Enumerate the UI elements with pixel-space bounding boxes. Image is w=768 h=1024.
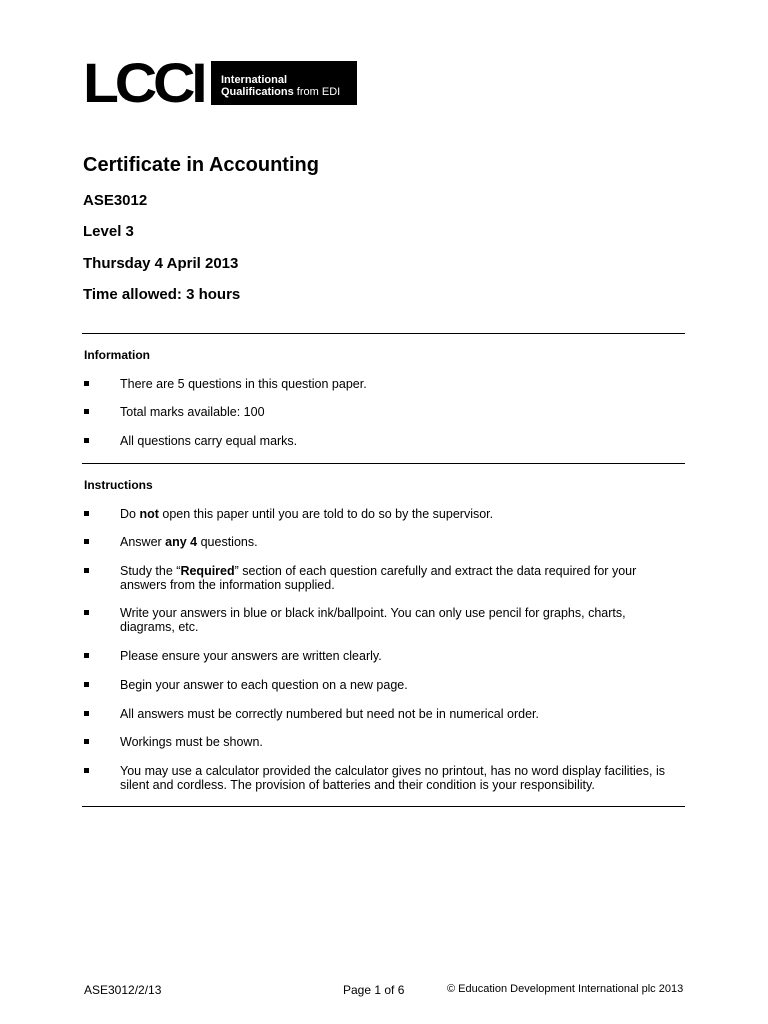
footer-copyright: © Education Development International plc 2013 bbox=[447, 983, 684, 995]
bullet-icon bbox=[84, 682, 89, 687]
list-item-text: Total marks available: 100 bbox=[120, 405, 265, 419]
list-item-text: All answers must be correctly numbered but need not be in numerical order. bbox=[120, 707, 539, 721]
logo-line-2-rest: from EDI bbox=[293, 86, 341, 98]
logo-line-2 bbox=[221, 86, 357, 98]
instructions-heading: Instructions bbox=[84, 478, 153, 492]
divider bbox=[82, 463, 685, 464]
list-item-text: Begin your answer to each question on a new page. bbox=[120, 678, 408, 692]
logo-line-2-bold: Qualifications bbox=[221, 86, 294, 98]
bullet-icon bbox=[84, 711, 89, 716]
list-item-text: All questions carry equal marks. bbox=[120, 434, 298, 448]
exam-level: Level 3 bbox=[83, 223, 134, 240]
list-item-text: Do not open this paper until you are told to do so by the supervisor. bbox=[120, 507, 494, 521]
lcci-logo bbox=[83, 51, 357, 114]
exam-date: Thursday 4 April 2013 bbox=[83, 255, 239, 272]
exam-code: ASE3012 bbox=[83, 192, 148, 209]
list-item-text: Answer any 4 questions. bbox=[120, 535, 258, 549]
list-item-text: Write your answers in blue or black ink/ballpoint. You can only use pencil for graphs, charts, diagrams, etc. bbox=[120, 606, 626, 634]
logo-line-1: International bbox=[221, 74, 288, 86]
list-item-text: Please ensure your answers are written clearly. bbox=[120, 649, 382, 663]
bullet-icon bbox=[84, 568, 89, 573]
information-heading: Information bbox=[84, 348, 150, 362]
bullet-icon bbox=[84, 409, 89, 414]
list-item-text: There are 5 questions in this question paper. bbox=[120, 377, 367, 391]
bullet-icon bbox=[84, 768, 89, 773]
bullet-icon bbox=[84, 739, 89, 744]
logo-mark: LCCI bbox=[83, 51, 204, 114]
bullet-icon bbox=[84, 539, 89, 544]
logo-tagline-box bbox=[211, 61, 357, 105]
time-allowed: Time allowed: 3 hours bbox=[83, 286, 241, 303]
bullet-icon bbox=[84, 381, 89, 386]
bullet-icon bbox=[84, 610, 89, 615]
page-title: Certificate in Accounting bbox=[83, 154, 319, 176]
footer-page-number: Page 1 of 6 bbox=[343, 983, 405, 997]
divider bbox=[82, 806, 685, 807]
bullet-icon bbox=[84, 653, 89, 658]
list-item-text: You may use a calculator provided the calculator gives no printout, has no word display facilities, is silent and cordless. The provision of batteries and their condition is your responsibility. bbox=[120, 764, 665, 792]
footer-code: ASE3012/2/13 bbox=[84, 983, 162, 997]
list-item-text: Workings must be shown. bbox=[120, 735, 263, 749]
bullet-icon bbox=[84, 511, 89, 516]
divider bbox=[82, 333, 685, 334]
bullet-icon bbox=[84, 438, 89, 443]
list-item-text: Study the “Required” section of each question carefully and extract the data required for your answers from the information supplied. bbox=[120, 564, 637, 592]
